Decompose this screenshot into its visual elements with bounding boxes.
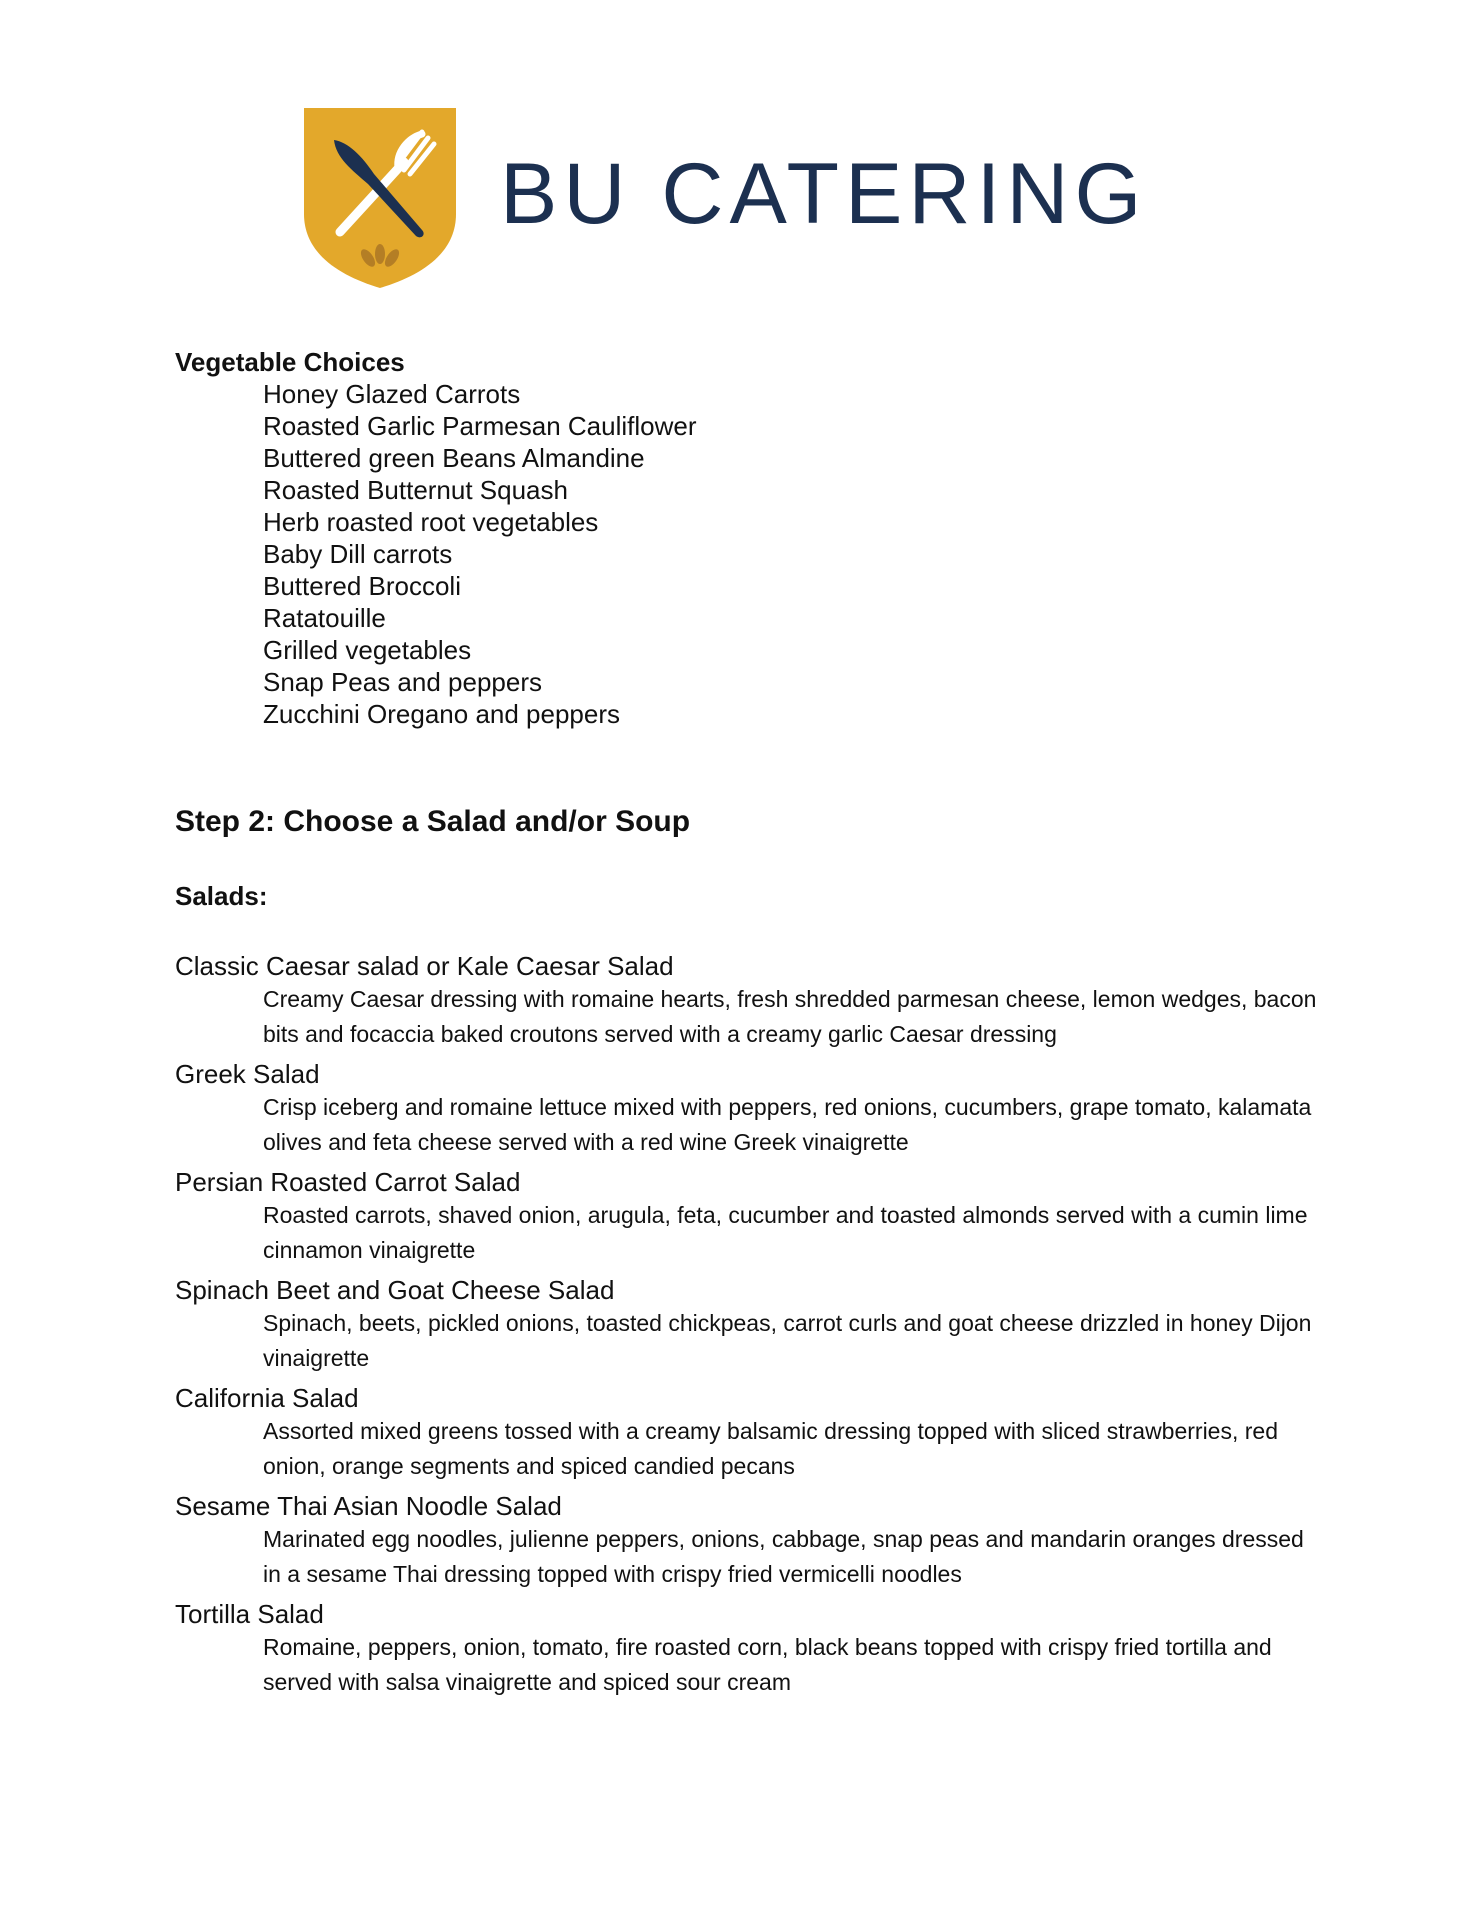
salad-name: Classic Caesar salad or Kale Caesar Salad bbox=[175, 951, 674, 981]
header-logo bbox=[300, 104, 1160, 294]
salad-description: Creamy Caesar dressing with romaine hearts, fresh shredded parmesan cheese, lemon wedges, bacon bits and focaccia baked croutons served with a creamy garlic Caesar dressing bbox=[263, 986, 1317, 1047]
salad-name: Persian Roasted Carrot Salad bbox=[175, 1167, 521, 1197]
salads-heading: Salads: bbox=[175, 881, 268, 911]
list-item: Roasted Garlic Parmesan Cauliflower bbox=[263, 411, 697, 441]
brand-wordmark: BU CATERING bbox=[500, 146, 1148, 242]
list-item: Honey Glazed Carrots bbox=[263, 379, 521, 409]
salad-name: Greek Salad bbox=[175, 1059, 320, 1089]
list-item: Ratatouille bbox=[263, 603, 386, 633]
list-item: Zucchini Oregano and peppers bbox=[263, 699, 621, 729]
menu-content bbox=[175, 346, 1325, 1706]
salad-description: Roasted carrots, shaved onion, arugula, feta, cucumber and toasted almonds served with a cumin lime cinnamon vinaigrette bbox=[263, 1202, 1308, 1263]
step-2-heading: Step 2: Choose a Salad and/or Soup bbox=[175, 805, 691, 838]
salad-item bbox=[175, 1166, 1325, 1268]
list-item: Grilled vegetables bbox=[263, 635, 472, 665]
salad-description: Romaine, peppers, onion, tomato, fire roasted corn, black beans topped with crispy fried tortilla and served with salsa vinaigrette and spiced sour cream bbox=[263, 1634, 1272, 1695]
salad-name: Sesame Thai Asian Noodle Salad bbox=[175, 1491, 562, 1521]
salad-item bbox=[175, 1598, 1325, 1700]
list-item: Baby Dill carrots bbox=[263, 539, 453, 569]
list-item: Buttered green Beans Almandine bbox=[263, 443, 645, 473]
list-item: Herb roasted root vegetables bbox=[263, 507, 599, 537]
salad-item bbox=[175, 950, 1325, 1052]
salad-item bbox=[175, 1382, 1325, 1484]
salad-item bbox=[175, 1490, 1325, 1592]
vegetable-choices-heading: Vegetable Choices bbox=[175, 347, 405, 377]
salad-description: Assorted mixed greens tossed with a creamy balsamic dressing topped with sliced strawberries, red onion, orange segments and spiced candied pecans bbox=[263, 1418, 1278, 1479]
salad-list bbox=[175, 950, 1325, 1700]
salad-item bbox=[175, 1058, 1325, 1160]
salad-item bbox=[175, 1274, 1325, 1376]
salad-name: California Salad bbox=[175, 1383, 359, 1413]
salad-description: Marinated egg noodles, julienne peppers, onions, cabbage, snap peas and mandarin oranges dressed in a sesame Thai dressing topped with crispy fried vermicelli noodles bbox=[263, 1526, 1304, 1587]
shield-fork-knife-icon bbox=[300, 104, 460, 290]
salad-description: Crisp iceberg and romaine lettuce mixed with peppers, red onions, cucumbers, grape tomato, kalamata olives and feta cheese served with a red wine Greek vinaigrette bbox=[263, 1094, 1312, 1155]
salad-name: Tortilla Salad bbox=[175, 1599, 324, 1629]
salad-description: Spinach, beets, pickled onions, toasted chickpeas, carrot curls and goat cheese drizzled in honey Dijon vinaigrette bbox=[263, 1310, 1312, 1371]
list-item: Snap Peas and peppers bbox=[263, 667, 542, 697]
vegetable-list bbox=[175, 378, 1325, 730]
list-item: Roasted Butternut Squash bbox=[263, 475, 568, 505]
list-item: Buttered Broccoli bbox=[263, 571, 461, 601]
salad-name: Spinach Beet and Goat Cheese Salad bbox=[175, 1275, 615, 1305]
